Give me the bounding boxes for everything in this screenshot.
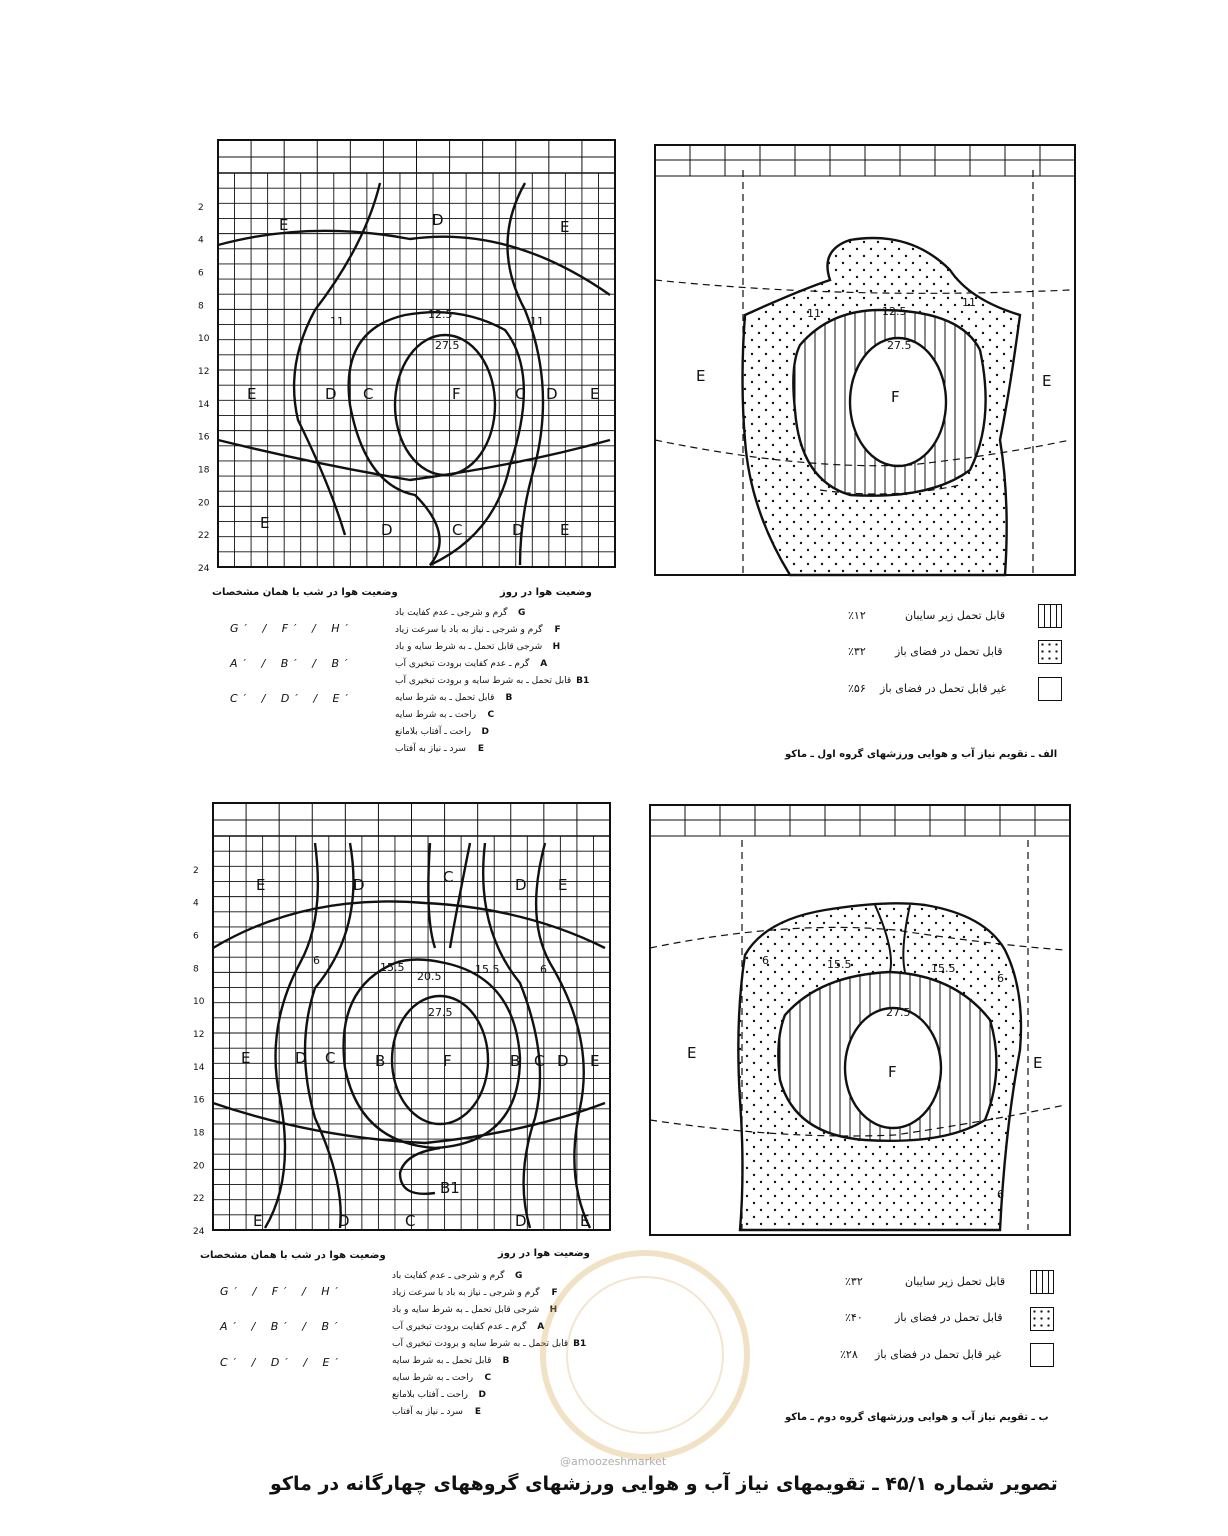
legend-code: D	[481, 727, 489, 737]
legend-text: قابل تحمل ـ به شرط سایه	[392, 1356, 492, 1366]
contour-label: 6	[997, 1188, 1004, 1201]
zone-label-e: E	[558, 876, 568, 894]
contour-label: 27.5	[428, 1006, 453, 1019]
hour-tick-label: 2	[198, 202, 204, 213]
legend-text: گرم ـ عدم کفایت برودت تبخیری آب	[395, 659, 530, 669]
night-combo: A′ / B′ / B′	[220, 1320, 344, 1333]
zone-label-e: E	[560, 218, 570, 236]
zone-map-group1	[650, 140, 1080, 580]
contour-label: 11	[330, 315, 344, 328]
zone-label-e: E	[687, 1044, 697, 1062]
zone-label-c: C	[325, 1049, 336, 1067]
legend-code: B	[502, 1356, 510, 1366]
zone-label-e: E	[256, 876, 266, 894]
legend-code: A	[540, 659, 548, 669]
legend-code: E	[477, 744, 484, 754]
hour-tick-label: 24	[193, 1227, 205, 1237]
zone-label-f: F	[452, 385, 461, 403]
hour-tick-label: 4	[198, 235, 204, 246]
legend-item	[395, 659, 547, 669]
legend-text: راحت ـ به شرط سایه	[392, 1373, 474, 1383]
hour-tick-label: 2	[193, 865, 199, 876]
zone-label-d: D	[325, 385, 337, 403]
hour-tick-label: 12	[193, 1030, 205, 1040]
legend-shade-label: قابل تحمل زیر سایبان	[905, 609, 1006, 622]
legend-code: B	[505, 693, 513, 703]
hour-tick-label: 18	[198, 465, 210, 476]
night-combo: G′ / F′ / H′	[230, 622, 355, 635]
zone-label-b: B	[375, 1052, 386, 1070]
zone-label-d: D	[515, 876, 527, 894]
contour-label: 15.5	[475, 963, 500, 976]
legend-shade-pct: ٪۱۲	[848, 609, 866, 622]
legend-code: H	[549, 1305, 558, 1315]
hour-tick-label: 16	[198, 432, 210, 443]
zone-label-d: D	[381, 521, 393, 539]
legend-code: F	[551, 1288, 558, 1298]
legend-code: C	[487, 710, 495, 720]
zone-label-d: D	[515, 1212, 527, 1230]
zone-label-c: C	[452, 521, 463, 539]
swatch-shade	[1038, 604, 1062, 628]
legend-not-pct: ٪۲۸	[840, 1348, 858, 1361]
zone-label-d: D	[512, 521, 524, 539]
legend-item	[395, 710, 494, 720]
legend-text: قابل تحمل ـ به شرط سایه و برودت تبخیری آب	[395, 676, 572, 686]
hour-tick-label: 8	[193, 964, 199, 975]
legend-text: قابل تحمل ـ به شرط سایه	[395, 693, 495, 703]
contour-label: 12.5	[882, 305, 907, 318]
contour-label: 15.5	[380, 961, 405, 974]
legend-item	[392, 1356, 509, 1366]
zone-label-f: F	[888, 1063, 897, 1081]
zone-label-d: D	[557, 1052, 569, 1070]
legend-not-pct: ٪۵۶	[848, 682, 866, 695]
contour-label: 27.5	[435, 339, 460, 352]
contour-label: 15.5	[931, 962, 956, 975]
legend-open-label: قابل تحمل در فضای باز	[895, 1311, 1003, 1324]
contour-label: 20.5	[417, 970, 442, 983]
legend-text: راحت ـ آفتاب بلامانع	[395, 727, 471, 737]
legend-text: سرد ـ نیاز به آفتاب	[395, 744, 466, 754]
zone-label-f: F	[443, 1052, 452, 1070]
zone-label-e: E	[696, 367, 706, 385]
zone-label-d: D	[295, 1049, 307, 1067]
hour-tick-label: 6	[193, 931, 199, 942]
legend-code: B1	[576, 676, 590, 686]
hour-tick-label: 22	[198, 531, 210, 542]
legend-code: A	[537, 1322, 545, 1332]
hour-tick-label: 18	[193, 1128, 205, 1139]
contour-label: 27.5	[887, 339, 912, 352]
legend-item	[392, 1373, 491, 1383]
legend-night-header: وضعیت هوا در شب با همان مشخصات	[212, 587, 398, 598]
legend-shade-label: قابل تحمل زیر سایبان	[905, 1275, 1006, 1288]
swatch-not	[1030, 1343, 1054, 1367]
legend-item	[392, 1305, 557, 1315]
zone-label-b: B	[510, 1052, 521, 1070]
contour-label: 6	[540, 963, 547, 976]
legend-code: G	[515, 1271, 523, 1281]
zone-label-c: C	[534, 1052, 545, 1070]
caption-group2: ب ـ تقویم نیاز آب و هوایی ورزشهای گروه دوم ـ ماکو	[785, 1412, 1049, 1423]
hour-tick-label: 24	[198, 564, 210, 574]
zone-label-e: E	[279, 216, 289, 234]
legend-open-pct: ٪۴۰	[845, 1311, 863, 1324]
legend-not-label: غیر قابل تحمل در فضای باز	[875, 1348, 1002, 1361]
grid-chart-group2	[185, 798, 625, 1238]
legend-text: گرم و شرجی ـ نیاز به باد با سرعت زیاد	[395, 625, 543, 635]
legend-text: گرم و شرجی ـ نیاز به باد با سرعت زیاد	[392, 1288, 540, 1298]
night-combo: C′ / D′ / E′	[230, 692, 354, 705]
legend-text: شرجی قابل تحمل ـ به شرط سایه و باد	[392, 1305, 540, 1315]
swatch-shade	[1030, 1270, 1054, 1294]
legend-text: راحت ـ به شرط سایه	[395, 710, 477, 720]
zone-label-d: D	[353, 876, 365, 894]
zone-label-c: C	[443, 868, 454, 886]
zone-label-c: C	[405, 1212, 416, 1230]
zone-label-e: E	[1042, 372, 1052, 390]
legend-text: گرم و شرجی ـ عدم کفایت باد	[392, 1271, 505, 1281]
swatch-open	[1030, 1307, 1054, 1331]
legend-item	[392, 1390, 486, 1400]
contour-label: 6	[997, 972, 1004, 985]
hour-tick-label: 8	[198, 301, 204, 312]
legend-item	[392, 1407, 481, 1417]
contour-label: 12.5	[428, 308, 453, 321]
zone-label-e: E	[590, 1052, 600, 1070]
legend-item	[395, 608, 525, 618]
legend-item	[392, 1322, 544, 1332]
legend-code: F	[554, 625, 561, 635]
hour-tick-label: 22	[193, 1194, 205, 1205]
legend-item	[395, 625, 561, 635]
legend-code: E	[474, 1407, 481, 1417]
zone-label-f: F	[891, 388, 900, 406]
contour-label: 6	[313, 954, 320, 967]
legend-text: شرجی قابل تحمل ـ به شرط سایه و باد	[395, 642, 543, 652]
zone-label-e: E	[560, 521, 570, 539]
zone-label-d: D	[432, 211, 444, 229]
legend-day-header: وضعیت هوا در روز	[498, 1248, 590, 1259]
legend-code: H	[552, 642, 561, 652]
legend-item	[395, 693, 512, 703]
legend-day-header: وضعیت هوا در روز	[500, 587, 592, 598]
main-caption: تصویر شماره ۴۵/۱ ـ تقویمهای نیاز آب و هوایی ورزشهای گروههای چهارگانه در ماکو	[270, 1473, 1058, 1495]
legend-item	[395, 676, 589, 686]
legend-item	[395, 642, 560, 652]
contour-label: 6	[762, 954, 769, 967]
legend-open-pct: ٪۳۲	[848, 645, 866, 658]
night-combo: A′ / B′ / B′	[230, 657, 354, 670]
hour-tick-label: 14	[193, 1062, 205, 1073]
hour-tick-label: 6	[198, 268, 204, 279]
zone-label-c: C	[515, 385, 526, 403]
hour-tick-label: 10	[198, 334, 210, 345]
hour-tick-label: 20	[198, 498, 210, 509]
hour-tick-label: 10	[193, 997, 205, 1008]
legend-item	[392, 1271, 522, 1281]
watermark-seal-inner	[566, 1276, 724, 1434]
contour-label: 27.5	[886, 1006, 911, 1019]
legend-text: راحت ـ آفتاب بلامانع	[392, 1390, 468, 1400]
hour-tick-label: 4	[193, 898, 199, 909]
zone-map-group2	[645, 800, 1075, 1240]
zone-label-e: E	[253, 1212, 263, 1230]
legend-item	[392, 1288, 558, 1298]
zone-label-d: D	[546, 385, 558, 403]
zone-label-e: E	[580, 1212, 590, 1230]
legend-code: C	[484, 1373, 492, 1383]
caption-group1: الف ـ تقویم نیاز آب و هوایی ورزشهای گروه اول ـ ماکو	[785, 749, 1058, 760]
zone-label-d: D	[338, 1212, 350, 1230]
zone-label-b1: B1	[440, 1179, 460, 1197]
grid-chart-group1	[190, 135, 630, 575]
legend-shade-pct: ٪۳۲	[845, 1275, 863, 1288]
legend-code: G	[518, 608, 526, 618]
contour-label: 11	[807, 307, 821, 320]
legend-code: B1	[573, 1339, 587, 1349]
contour-label: 11	[962, 296, 976, 309]
hour-tick-label: 14	[198, 399, 210, 410]
swatch-not	[1038, 677, 1062, 701]
zone-label-e: E	[1033, 1054, 1043, 1072]
hour-tick-label: 16	[193, 1095, 205, 1106]
legend-code: D	[478, 1390, 486, 1400]
hour-tick-label: 20	[193, 1161, 205, 1172]
legend-not-label: غیر قابل تحمل در فضای باز	[880, 682, 1007, 695]
legend-open-label: قابل تحمل در فضای باز	[895, 645, 1003, 658]
zone-label-e: E	[247, 385, 257, 403]
swatch-open	[1038, 640, 1062, 664]
legend-text: گرم و شرجی ـ عدم کفایت باد	[395, 608, 508, 618]
zone-label-e: E	[590, 385, 600, 403]
night-combo: G′ / F′ / H′	[220, 1285, 345, 1298]
night-combo: C′ / D′ / E′	[220, 1356, 344, 1369]
zone-label-c: C	[363, 385, 374, 403]
contour-label: 11	[530, 315, 544, 328]
zone-label-e: E	[241, 1049, 251, 1067]
legend-item	[395, 744, 484, 754]
watermark-text: @amoozeshmarket	[560, 1455, 667, 1468]
zone-label-e: E	[260, 514, 270, 532]
legend-item	[395, 727, 489, 737]
legend-text: گرم ـ عدم کفایت برودت تبخیری آب	[392, 1322, 527, 1332]
legend-night-header: وضعیت هوا در شب با همان مشخصات	[200, 1250, 386, 1261]
hour-tick-label: 12	[198, 367, 210, 377]
legend-text: سرد ـ نیاز به آفتاب	[392, 1407, 463, 1417]
legend-text: قابل تحمل ـ به شرط سایه و برودت تبخیری آب	[392, 1339, 569, 1349]
contour-label: 15.5	[827, 958, 852, 971]
